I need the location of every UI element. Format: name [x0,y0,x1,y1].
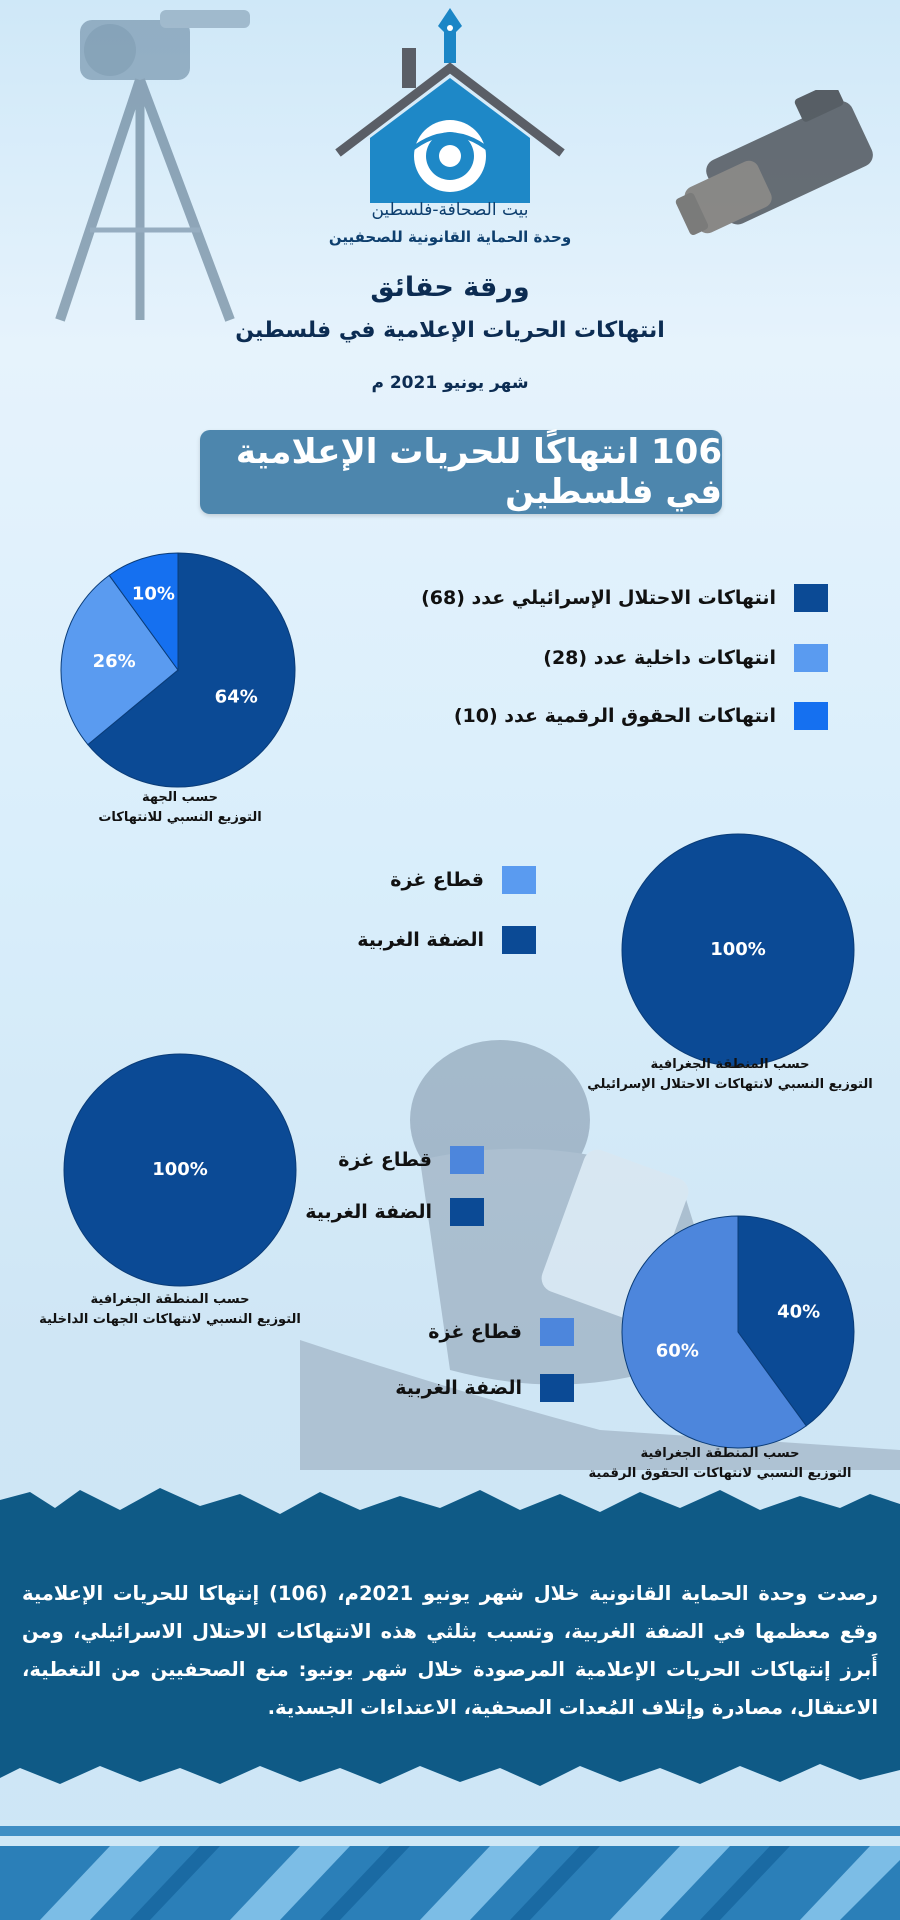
legend-label: قطاع غزة [338,1149,432,1171]
legend-label: الضفة الغربية [357,929,484,951]
legend-item-occupation [421,584,828,612]
caption-line-1: حسب المنطقة الجغرافية [640,1446,800,1461]
summary-paragraph: رصدت وحدة الحماية القانونية خلال شهر يونيو 2021م، (106) إنتهاكا للحريات الإعلامية وقع معظمها في الضفة الغربية، وتسبب بثلثي هذه الانتهاكات الاحتلال الاسرائيلي، ومن أَبرز إنتهاكات الحريات الإعلامية المرصودة خلال شهر يونيو: منع الصحفيين من التغطية، الاعتقال، مصادرة وإتلاف المُعدات الصحفية، الاعتداءات الجسدية. [22,1582,878,1719]
pie-digital-region-caption [570,1444,870,1484]
legend-swatch [502,866,536,894]
pie-slice-label: 100% [710,939,766,960]
legend-swatch [502,926,536,954]
caption-line-2: التوزيع النسبي لانتهاكات الاحتلال الإسرائيلي [587,1077,873,1092]
legend-label: انتهاكات الاحتلال الإسرائيلي عدد (68) [421,587,776,609]
legend-item-internal [543,644,828,672]
caption-line-1: حسب المنطقة الجغرافية [90,1292,250,1307]
pie-by-party-caption [80,788,280,828]
page-title: ورقة حقائق [370,272,530,303]
camera-photo [670,90,900,240]
legend-label: الضفة الغربية [305,1201,432,1223]
pie-internal-region-caption [20,1290,320,1330]
caption-line-1: حسب المنطقة الجغرافية [650,1057,810,1072]
unit-name: وحدة الحماية القانونية للصحفيين [328,228,572,246]
pie-slice-label: 40% [777,1301,821,1323]
house-logo [330,8,570,203]
legend-label: قطاع غزة [428,1321,522,1343]
legend-swatch [450,1146,484,1174]
pie-slice-label: 64% [214,686,258,708]
legend-label: الضفة الغربية [395,1377,522,1399]
banner-text: 106 انتهاكًا للحريات الإعلامية في فلسطين [235,432,722,512]
pie-slice-label: 60% [655,1340,699,1362]
legend-label: قطاع غزة [390,869,484,891]
pie-internal-region [60,1050,300,1290]
legend-item-gaza [390,866,536,894]
pie-by-party [58,550,298,790]
report-date: شهر يونيو 2021 م [371,373,529,393]
legend-item-digital [454,702,828,730]
pie-occupation-region [618,830,858,1070]
page-subtitle: انتهاكات الحريات الإعلامية في فلسطين [235,318,665,343]
org-name: بيت الصحافة-فلسطين [371,200,529,220]
legend-swatch [794,644,828,672]
legend-swatch [540,1318,574,1346]
legend-swatch [794,702,828,730]
total-violations-banner [200,430,722,514]
legend-item-westbank [357,926,536,954]
pie-occupation-region-caption [580,1055,880,1095]
pie-slice-label: 10% [131,583,175,605]
legend-label: انتهاكات الحقوق الرقمية عدد (10) [453,705,776,727]
pie-digital-region [618,1212,858,1452]
legend-label: انتهاكات داخلية عدد (28) [543,647,776,669]
caption-line-2: التوزيع النسبي لانتهاكات الجهات الداخلية [39,1312,301,1327]
caption-line-2: التوزيع النسبي للانتهاكات [98,810,262,825]
legend-swatch [450,1198,484,1226]
caption-line-2: التوزيع النسبي لانتهاكات الحقوق الرقمية [588,1466,852,1481]
footer-stripes [0,1820,900,1920]
legend-item-gaza [428,1318,574,1346]
legend-item-westbank [305,1198,484,1226]
legend-swatch [540,1374,574,1402]
legend-swatch [794,584,828,612]
legend-item-westbank [395,1374,574,1402]
caption-line-1: حسب الجهة [141,790,219,805]
pie-slice-label: 100% [152,1159,208,1180]
pie-slice-label: 26% [92,650,136,672]
legend-item-gaza [338,1146,484,1174]
